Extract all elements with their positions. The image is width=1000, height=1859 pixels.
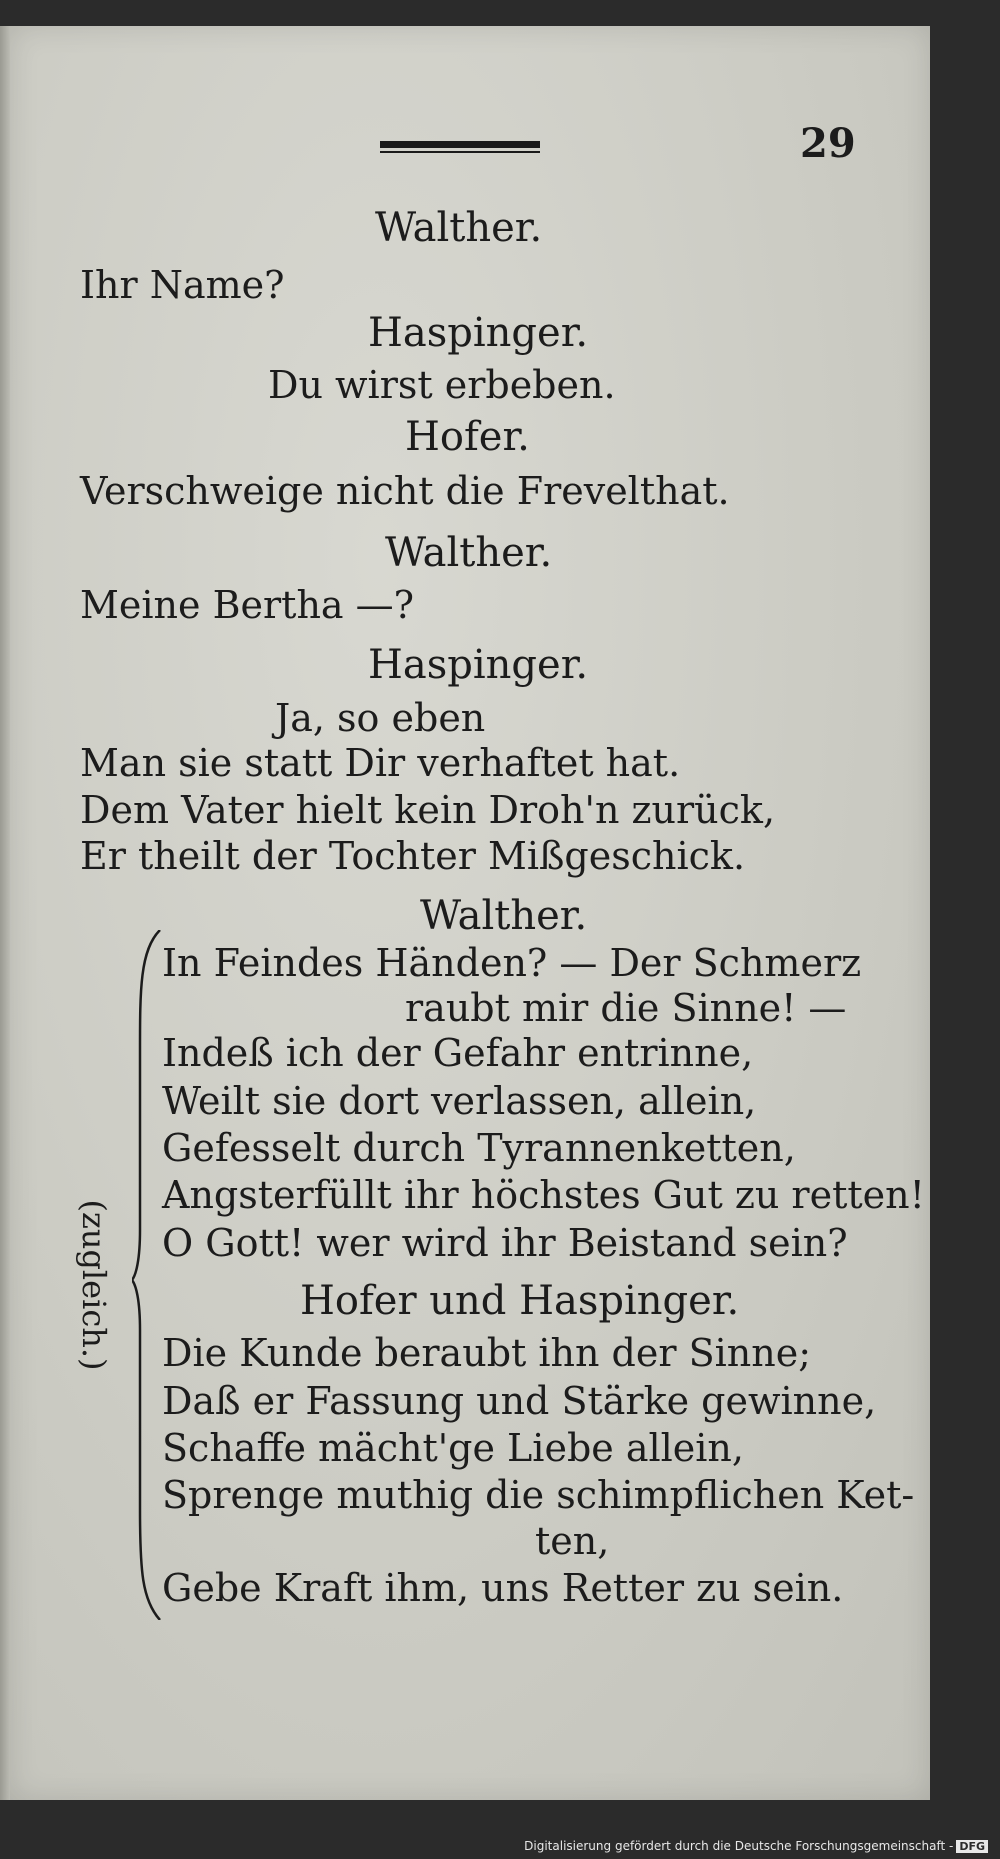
verse-line: Verschweige nicht die Frevelthat. [80,469,730,513]
curly-brace [132,930,162,1620]
speaker-haspinger: Haspinger. [368,642,589,688]
speaker-walther: Walther. [420,893,588,939]
verse-line: Daß er Fassung und Stärke gewinne, [162,1379,877,1423]
header-rule-thick [380,141,540,148]
verse-line: Angsterfüllt ihr höchstes Gut zu retten! [162,1173,925,1217]
margin-note-text: (zugleich.) [75,1199,113,1371]
speaker-walther: Walther. [375,205,543,251]
page-number: 29 [800,120,856,167]
verse-line: Gefesselt durch Tyrannenketten, [162,1126,796,1170]
verse-line: raubt mir die Sinne! — [405,986,847,1030]
header-rule [380,138,540,154]
verse-line: Gebe Kraft ihm, uns Retter zu sein. [162,1566,844,1610]
verse-line: Weilt sie dort verlassen, allein, [162,1079,757,1123]
verse-line: In Feindes Händen? — Der Schmerz [162,941,862,985]
verse-line: Dem Vater hielt kein Droh'n zurück, [80,788,776,832]
header-rule-thin [380,151,540,153]
verse-line: Schaffe mächt'ge Liebe allein, [162,1426,744,1470]
verse-line: Du wirst erbeben. [268,363,616,407]
verse-line: Sprenge muthig die schimpflichen Ket- [162,1473,915,1517]
verse-line: Ihr Name? [80,263,285,307]
speaker-walther: Walther. [385,530,553,576]
verse-line: Ja, so eben [275,696,486,740]
speaker-hofer-und-haspinger: Hofer und Haspinger. [300,1278,740,1324]
verse-line: Meine Bertha —? [80,583,415,627]
speaker-hofer: Hofer. [405,414,530,460]
verse-line: O Gott! wer wird ihr Beistand sein? [162,1221,848,1265]
verse-line: Man sie statt Dir verhaftet hat. [80,741,681,785]
dfg-logo: DFG [956,1840,988,1853]
verse-line: Die Kunde beraubt ihn der Sinne; [162,1331,812,1375]
footer-text: Digitalisierung gefördert durch die Deutsche Forschungsgemeinschaft - [524,1839,954,1853]
verse-line: ten, [535,1519,610,1563]
speaker-haspinger: Haspinger. [368,310,589,356]
verse-line: Er theilt der Tochter Mißgeschick. [80,834,746,878]
margin-note [64,1199,124,1371]
footer [524,1839,988,1853]
verse-line: Indeß ich der Gefahr entrinne, [162,1031,754,1075]
